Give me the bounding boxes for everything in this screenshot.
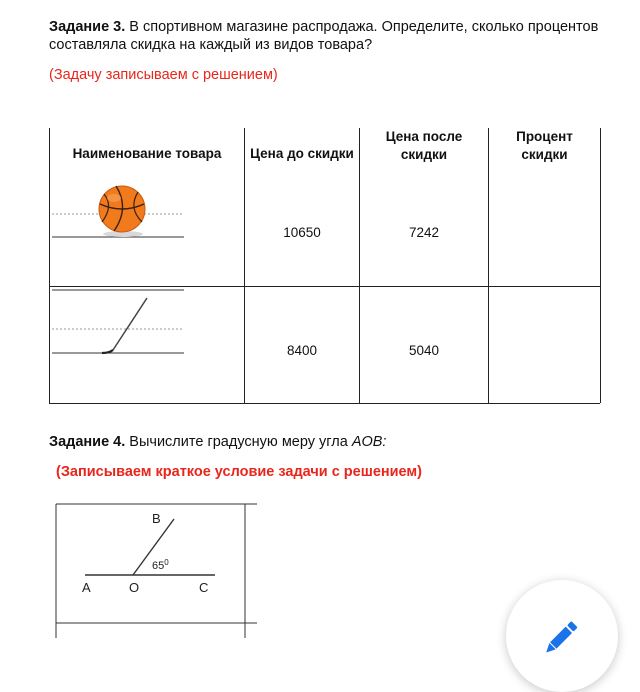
header-price-after: Цена после скидки [385, 129, 463, 162]
point-b-label: B [152, 511, 161, 526]
table-col-divider [359, 128, 360, 403]
row2-price-before: 8400 [286, 343, 318, 358]
task3-label: Задание 3. [49, 19, 126, 35]
row1-price-before: 10650 [283, 225, 321, 240]
table-col-divider [600, 128, 601, 403]
task3-note: (Задачу записываем с решением) [49, 67, 278, 83]
task3-statement [49, 18, 619, 54]
table-row-divider [50, 286, 600, 287]
point-a-label: A [82, 580, 91, 595]
point-c-label: C [199, 580, 209, 595]
task4-angle: AOB: [351, 434, 387, 450]
angle-value-label: $65^0$ [152, 558, 169, 572]
hockey-stick-icon [52, 288, 186, 356]
angle-figure [55, 503, 260, 643]
row1-price-after: 7242 [408, 225, 440, 240]
task3-body: В спортивном магазине распродажа. Определите, сколько процентов составляла скидка на каждый из видов товара? [49, 19, 599, 53]
table-col-divider [488, 128, 489, 403]
header-item-name: Наименование товара [72, 146, 222, 161]
task4-statement [49, 434, 386, 450]
discount-table [49, 128, 600, 404]
row2-price-after: 5040 [408, 343, 440, 358]
edit-fab-button[interactable] [506, 580, 618, 692]
pencil-icon [536, 614, 584, 662]
basketball-icon [52, 178, 186, 240]
header-discount-percent: Процент скидки [516, 129, 573, 162]
header-price-before: Цена до скидки [250, 146, 354, 161]
table-col-divider [244, 128, 245, 403]
point-o-label: O [129, 580, 140, 595]
task4-body: Вычислите градусную меру угла [125, 434, 352, 450]
task4-note: (Записываем краткое условие задачи с решением) [56, 464, 422, 480]
task4-label: Задание 4. [49, 434, 126, 450]
